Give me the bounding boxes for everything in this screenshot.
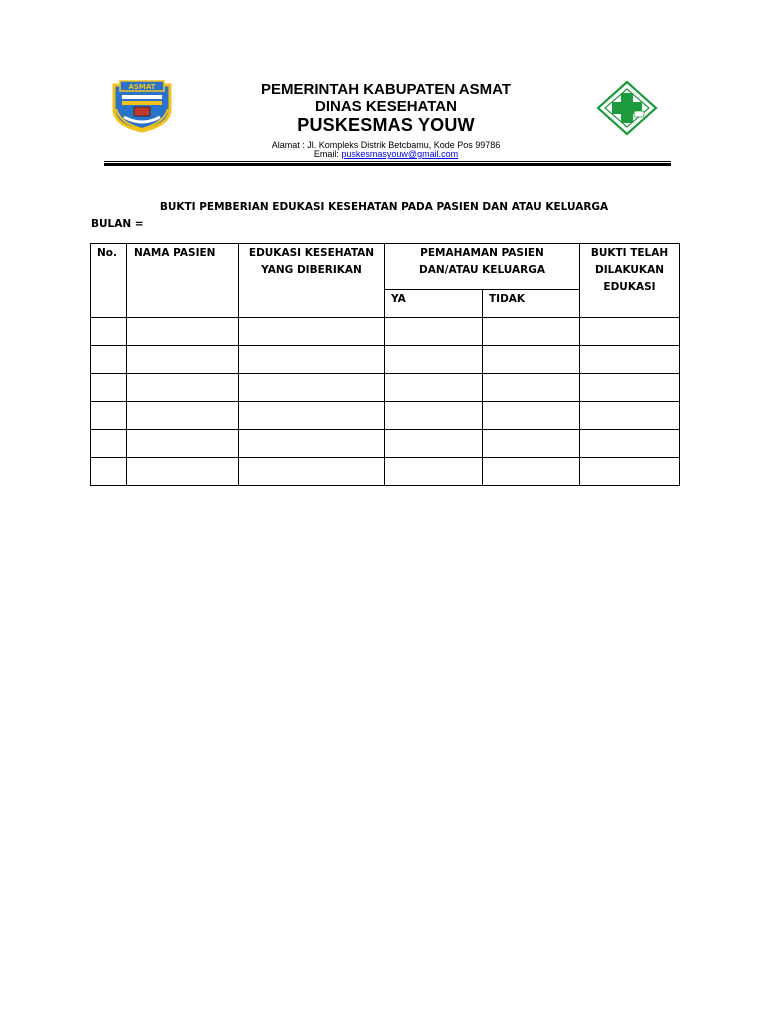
header-puskesmas-name: PUSKESMAS YOUW — [297, 115, 475, 135]
table-cell[interactable] — [239, 346, 385, 374]
table-cell[interactable] — [239, 402, 385, 430]
table-cell[interactable] — [385, 346, 483, 374]
table-cell[interactable] — [91, 430, 127, 458]
table-cell[interactable] — [91, 318, 127, 346]
table-cell[interactable] — [580, 318, 680, 346]
table-cell[interactable] — [580, 402, 680, 430]
header-government-name: PEMERINTAH KABUPATEN ASMAT — [261, 81, 511, 98]
table-cell[interactable] — [483, 374, 580, 402]
puskesmas-cross-logo-icon — [596, 80, 658, 136]
table-cell[interactable] — [127, 346, 239, 374]
table-cell[interactable] — [483, 458, 580, 486]
email-label: Email: — [313, 149, 342, 159]
education-record-table — [90, 243, 680, 486]
table-cell[interactable] — [483, 430, 580, 458]
table-cell[interactable] — [239, 374, 385, 402]
table-cell[interactable] — [127, 402, 239, 430]
table-cell[interactable] — [127, 458, 239, 486]
table-header-row — [91, 244, 680, 290]
left-logo-text: ASMAT — [128, 83, 156, 91]
col-header-bukti: BUKTI TELAH DILAKUKAN EDUKASI — [580, 244, 680, 318]
document-title: BUKTI PEMBERIAN EDUKASI KESEHATAN PADA PASIEN DAN ATAU KELUARGA — [159, 201, 609, 213]
table-cell[interactable] — [385, 374, 483, 402]
table-row — [91, 318, 680, 346]
table-row — [91, 402, 680, 430]
table-row — [91, 374, 680, 402]
col-header-edukasi: EDUKASI KESEHATAN YANG DIBERIKAN — [239, 244, 385, 318]
table-cell[interactable] — [239, 318, 385, 346]
table-cell[interactable] — [580, 430, 680, 458]
table-cell[interactable] — [483, 318, 580, 346]
table-cell[interactable] — [580, 458, 680, 486]
col-header-nama-pasien: NAMA PASIEN — [127, 244, 239, 318]
bulan-label: BULAN = — [91, 218, 144, 230]
table-cell[interactable] — [239, 430, 385, 458]
table-row — [91, 458, 680, 486]
email-link[interactable]: puskesmasyouw@gmail.com — [341, 149, 459, 159]
col-header-pemahaman: PEMAHAMAN PASIEN DAN/ATAU KELUARGA — [385, 244, 580, 290]
table-cell[interactable] — [91, 374, 127, 402]
table-cell[interactable] — [483, 402, 580, 430]
table-cell[interactable] — [385, 402, 483, 430]
table-cell[interactable] — [127, 430, 239, 458]
table-cell[interactable] — [385, 430, 483, 458]
table-cell[interactable] — [385, 318, 483, 346]
table-cell[interactable] — [385, 458, 483, 486]
header-divider-thick — [104, 163, 671, 166]
table-cell[interactable] — [239, 458, 385, 486]
col-header-no: No. — [91, 244, 127, 318]
table-cell[interactable] — [127, 374, 239, 402]
asmat-regency-emblem-icon — [110, 79, 174, 133]
table-cell[interactable] — [127, 318, 239, 346]
table-cell[interactable] — [483, 346, 580, 374]
header-department-name: DINAS KESEHATAN — [315, 98, 457, 115]
table-row — [91, 346, 680, 374]
header-divider-thin — [104, 161, 671, 162]
header-email-line — [200, 149, 572, 159]
header-address: Alamat : Jl. Kompleks Distrik Betcbamu, Kode Pos 99786 — [271, 140, 501, 150]
table-cell[interactable] — [580, 346, 680, 374]
table-cell[interactable] — [91, 458, 127, 486]
table-row — [91, 430, 680, 458]
col-header-tidak: TIDAK — [483, 290, 580, 318]
table-cell[interactable] — [580, 374, 680, 402]
table-cell[interactable] — [91, 402, 127, 430]
col-header-ya: YA — [385, 290, 483, 318]
table-cell[interactable] — [91, 346, 127, 374]
